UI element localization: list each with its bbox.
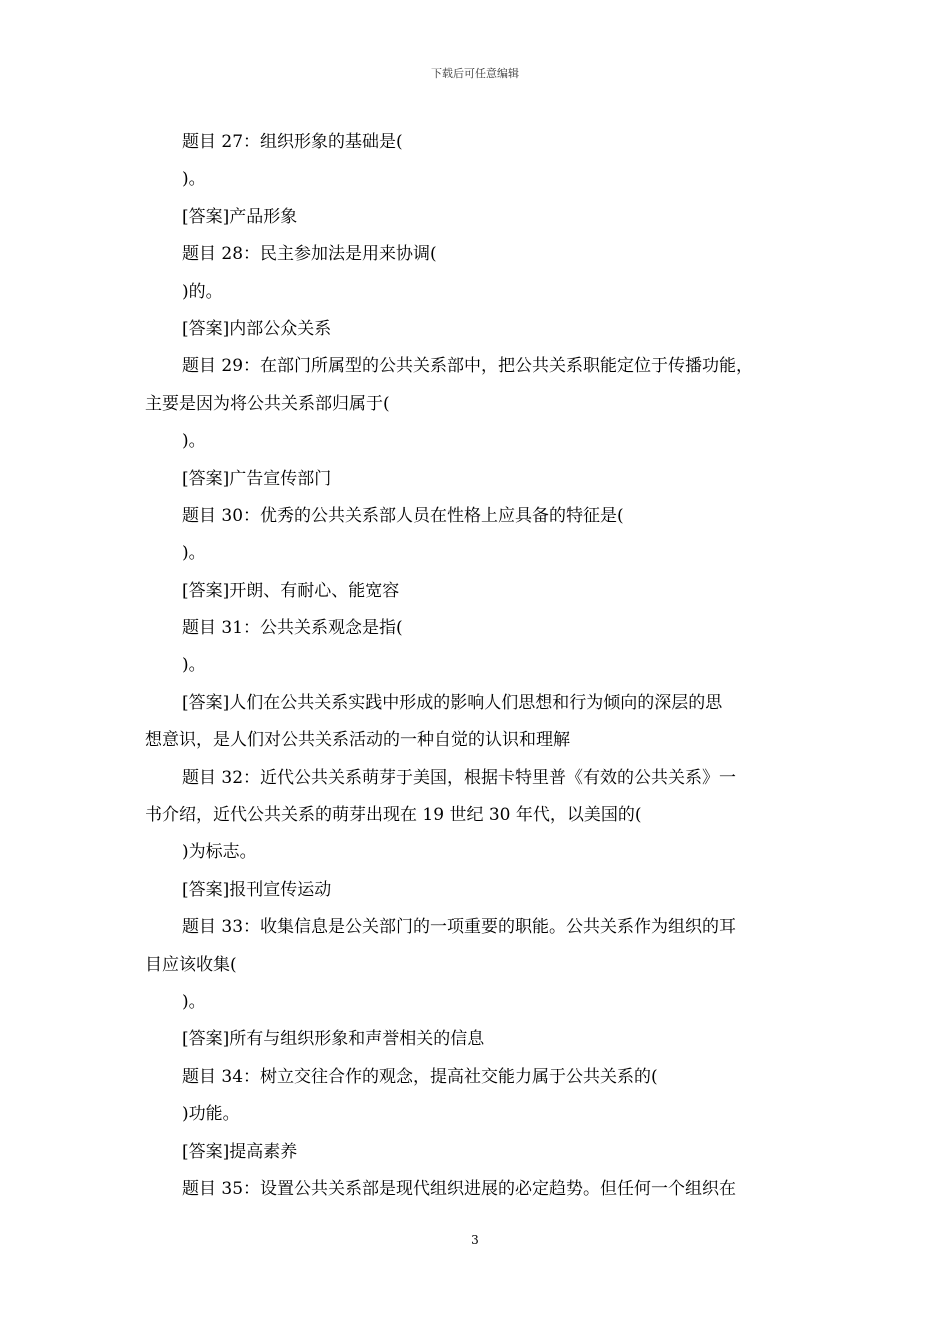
text-line: )的。 bbox=[182, 281, 223, 302]
text-line: )为标志。 bbox=[182, 842, 257, 863]
text-line: 题目 34：树立交往合作的观念，提高社交能力属于公共关系的( bbox=[182, 1066, 658, 1087]
text-line: [答案]产品形象 bbox=[182, 206, 298, 227]
text-line: )。 bbox=[182, 431, 206, 452]
text-line: 题目 31：公共关系观念是指( bbox=[182, 618, 403, 639]
text-line: )。 bbox=[182, 991, 206, 1012]
text-line: [答案]报刊宣传运动 bbox=[182, 879, 332, 900]
text-line: )。 bbox=[182, 169, 206, 190]
text-line: 题目 28：民主参加法是用来协调( bbox=[182, 244, 437, 265]
document-body bbox=[145, 124, 810, 1208]
text-line: 题目 33：收集信息是公关部门的一项重要的职能。公共关系作为组织的耳 bbox=[182, 917, 737, 938]
text-line: 题目 27：组织形象的基础是( bbox=[182, 132, 403, 152]
text-line: )功能。 bbox=[182, 1104, 240, 1125]
text-line: [答案]提高素养 bbox=[182, 1141, 298, 1162]
text-line: [答案]开朗、有耐心、能宽容 bbox=[182, 580, 400, 601]
text-line: 想意识，是人们对公共关系活动的一种自觉的认识和理解 bbox=[145, 730, 570, 751]
text-line: 书介绍，近代公共关系的萌芽出现在 19 世纪 30 年代，以美国的( bbox=[145, 805, 642, 826]
text-line: [答案]内部公众关系 bbox=[182, 318, 332, 339]
text-line: 目应该收集( bbox=[145, 954, 237, 975]
text-line: [答案]广告宣传部门 bbox=[182, 468, 332, 489]
text-line: [答案]所有与组织形象和声誉相关的信息 bbox=[182, 1029, 485, 1050]
text-line: [答案]人们在公共关系实践中形成的影响人们思想和行为倾向的深层的思 bbox=[182, 692, 723, 713]
text-line: 题目 32：近代公共关系萌芽于美国，根据卡特里普《有效的公共关系》一 bbox=[182, 767, 737, 788]
text-line: 题目 30：优秀的公共关系部人员在性格上应具备的特征是( bbox=[182, 505, 624, 526]
page-header: 下载后可任意编辑 bbox=[431, 67, 519, 80]
text-line: )。 bbox=[182, 655, 206, 676]
text-line: 题目 35：设置公共关系部是现代组织进展的必定趋势。但任何一个组织在 bbox=[182, 1178, 737, 1199]
text-line: 题目 29：在部门所属型的公共关系部中，把公共关系职能定位于传播功能， bbox=[182, 356, 754, 377]
text-line: 主要是因为将公共关系部归属于( bbox=[145, 393, 390, 414]
text-line: )。 bbox=[182, 543, 206, 564]
page-number: 3 bbox=[471, 1233, 479, 1247]
